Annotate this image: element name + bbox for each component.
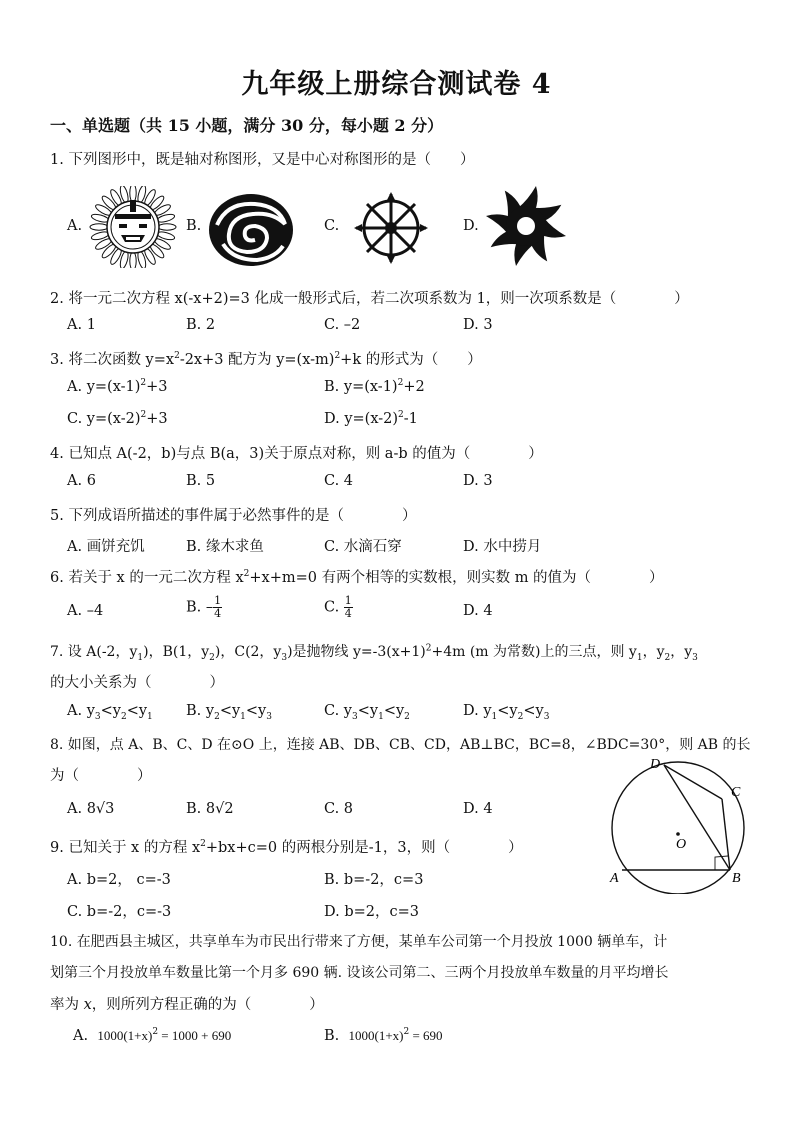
q8-option-d: D. 4: [463, 801, 493, 817]
page-title: 九年级上册综合测试卷 4: [241, 69, 552, 100]
q1-option-c-label: C.: [324, 218, 340, 234]
question-7-line-2: 的大小关系为（ ）: [50, 675, 224, 691]
q1-option-b-label: B.: [186, 218, 202, 234]
q3-option-a: A. $y=(x-1)^2+3$: [67, 378, 168, 395]
q6-option-b: B. – $\frac{1}{4}$: [186, 594, 222, 620]
q6-option-d: D. 4: [463, 603, 493, 619]
label-B: B: [732, 871, 741, 886]
q7-option-d: D. $y_1<y_2<y_3$: [463, 703, 550, 722]
q7-option-b: B. $y_2<y_1<y_3$: [186, 703, 272, 722]
question-10-line-3: 率为 x，则所列方程正确的为（ ）: [50, 997, 324, 1013]
q4-option-d: D. 3: [463, 473, 493, 489]
q2-option-d: D. 3: [463, 317, 493, 333]
q2-option-c: C. –2: [324, 317, 361, 333]
q5-option-d: D. 水中捞月: [463, 539, 542, 555]
q4-option-a: A. 6: [67, 473, 96, 489]
q5-option-b: B. 缘木求鱼: [186, 539, 264, 555]
q2-option-a: A. 1: [67, 317, 96, 333]
q8-option-b: B. 8√2: [186, 801, 234, 817]
label-O: O: [676, 837, 687, 852]
question-4-stem: 4. 已知点 A(-2，b)与点 B(a，3)关于原点对称，则 a-b 的值为（ ）: [50, 446, 543, 462]
q4-option-b: B. 5: [186, 473, 216, 489]
q6-option-c: C. $\frac{1}{4}$: [324, 594, 352, 620]
q4-option-c: C. 4: [324, 473, 354, 489]
q10-option-a: A. $1000(1+x)^2 = 1000 + 690$: [73, 1027, 232, 1044]
question-6-stem: 6. 若关于 x 的一元二次方程 $x^2+x+m=0$ 有两个相等的实数根，则实数 m 的值为（ ）: [50, 569, 664, 586]
q2-option-b: B. 2: [186, 317, 216, 333]
question-7-line-1: 7. 设 A(-2，$y_1$)，B(1，$y_2$)，C(2，$y_3$)是抛物线 $y=-3(x+1)^2+4m$ (m 为常数)上的三点，则 $y_1$，$y_2$，$y_3$: [50, 643, 698, 663]
question-3-stem: 3. 将二次函数 $y=x^2-2x+3$ 配方为 $y=(x-m)^2+k$ 的形式为（ ）: [50, 351, 482, 368]
question-8-line-1: 8. 如图，点 A、B、C、D 在⊙O 上，连接 AB、DB、CB、CD，AB⊥BC，BC=8，∠BDC=30°，则 AB 的长: [50, 737, 751, 753]
q3-option-c: C. $y=(x-2)^2+3$: [67, 410, 168, 427]
q9-option-b: B. b=-2，c=3: [324, 872, 424, 888]
circle-geometry-figure: [602, 752, 758, 894]
q9-option-c: C. b=-2，c=-3: [67, 904, 172, 920]
q3-option-b: B. $y=(x-1)^2+2$: [324, 378, 425, 395]
label-D: D: [650, 757, 661, 772]
question-8-line-2: 为（ ）: [50, 768, 152, 784]
question-2-stem: 2. 将一元二次方程 x(-x+2)=3 化成一般形式后，若二次项系数为 1，则一次项系数是（ ）: [50, 291, 689, 307]
q5-option-a: A. 画饼充饥: [67, 539, 145, 555]
pinwheel-flower-figure: [484, 184, 568, 268]
q10-option-b: B. $1000(1+x)^2 = 690$: [324, 1027, 443, 1044]
label-C: C: [731, 785, 741, 800]
label-A: A: [610, 871, 619, 886]
question-9-stem: 9. 已知关于 x 的方程 $x^2+bx+c=0$ 的两根分别是-1，3，则（ ）: [50, 839, 523, 856]
question-10-line-2: 划第三个月投放单车数量比第一个月多 690 辆. 设该公司第二、三两个月投放单车数量的月平均增长: [50, 965, 669, 981]
question-1-stem: 1. 下列图形中，既是轴对称图形，又是中心对称图形的是（ ）: [50, 152, 475, 168]
q5-option-c: C. 水滴石穿: [324, 539, 402, 555]
section-heading: 一、单选题（共 15 小题，满分 30 分，每小题 2 分）: [50, 116, 444, 135]
q7-option-c: C. $y_3<y_1<y_2$: [324, 703, 410, 722]
swirl-figure: [207, 190, 295, 268]
question-5-stem: 5. 下列成语所描述的事件属于必然事件的是（ ）: [50, 508, 417, 524]
q9-option-d: D. b=2，c=3: [324, 904, 419, 920]
q8-option-a: A. 8√3: [67, 801, 115, 817]
compass-star-figure: [352, 192, 430, 264]
q9-option-a: A. b=2， c=-3: [67, 872, 171, 888]
q1-option-a-label: A.: [67, 218, 83, 234]
q6-option-a: A. –4: [67, 603, 104, 619]
question-10-line-1: 10. 在肥西县主城区，共享单车为市民出行带来了方便，某单车公司第一个月投放 1000 辆单车，计: [50, 934, 668, 950]
q7-option-a: A. $y_3<y_2<y_1$: [67, 703, 153, 722]
sun-face-figure: [88, 186, 178, 268]
q1-option-d-label: D.: [463, 218, 479, 234]
q8-option-c: C. 8: [324, 801, 354, 817]
q3-option-d: D. $y=(x-2)^2-1$: [324, 410, 418, 427]
